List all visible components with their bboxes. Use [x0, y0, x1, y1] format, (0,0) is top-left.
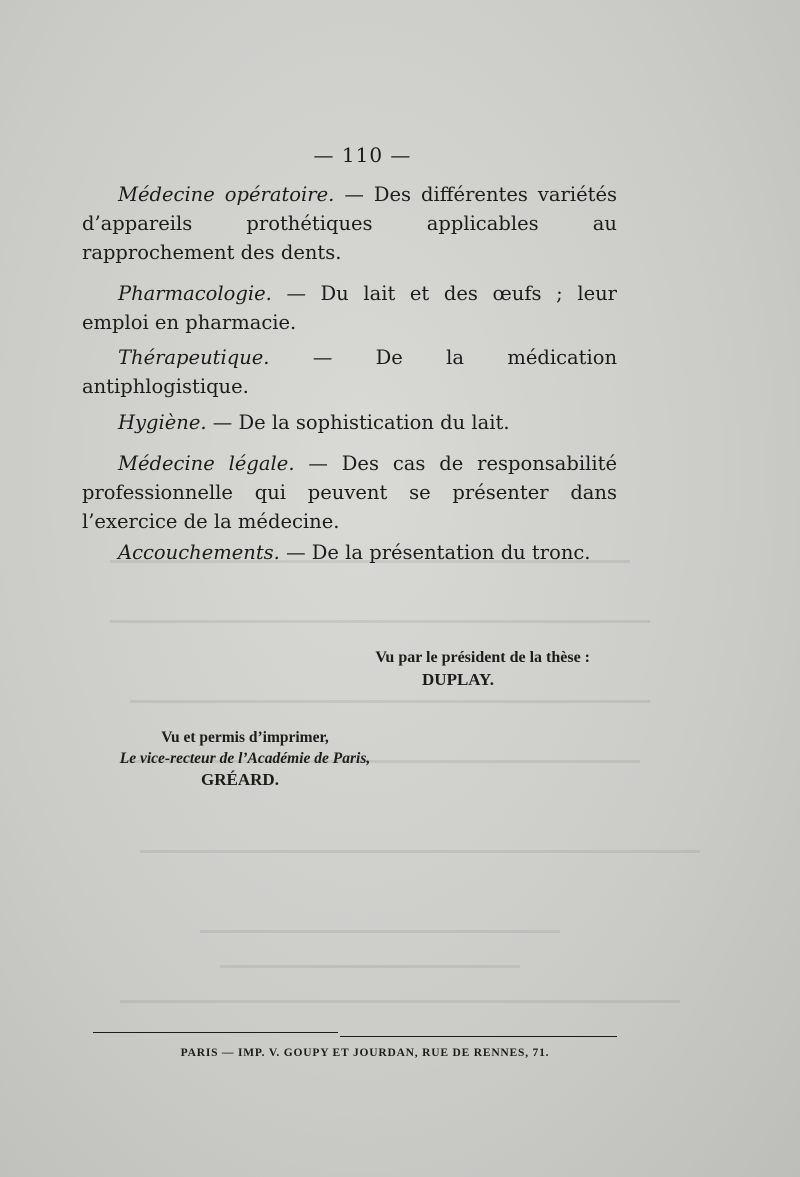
section-text: — Des cas de responsabilité professionnelle qui peuvent se présenter dans l’exercice de la médecine.	[82, 452, 617, 533]
section-therapeutique	[82, 343, 617, 401]
section-hygiene	[82, 408, 617, 437]
footer-rule-left	[93, 1032, 338, 1033]
approval-line: Vu par le président de la thèse :	[375, 649, 590, 666]
section-text: — De la présentation du tronc.	[279, 541, 591, 564]
permission-title: Le vice-recteur de l’Académie de Paris,	[119, 750, 371, 767]
president-approval	[300, 647, 590, 691]
section-text: — Des différentes variétés d’appareils prothétiques applicables au rapprochement des dents.	[82, 183, 617, 264]
section-text: — De la sophistication du lait.	[206, 411, 510, 434]
section-text: — Du lait et des œufs ; leur emploi en pharmacie.	[82, 282, 617, 334]
president-name: DUPLAY.	[422, 670, 494, 689]
print-permission	[60, 727, 430, 790]
section-pharmacologie	[82, 279, 617, 337]
page-number: — 110 —	[313, 143, 412, 167]
section-medecine-operatoire	[82, 180, 617, 267]
section-heading: Médecine légale.	[118, 452, 295, 475]
section-heading: Pharmacologie.	[118, 282, 272, 305]
section-heading: Accouchements.	[118, 541, 280, 564]
section-heading: Médecine opératoire.	[118, 183, 335, 206]
permission-line: Vu et permis d’imprimer,	[161, 729, 329, 746]
section-heading: Hygiène.	[118, 411, 207, 434]
section-accouchements	[82, 538, 617, 567]
vice-rector-name: GRÉARD.	[201, 770, 279, 789]
printer-imprint: PARIS — IMP. V. GOUPY ET JOURDAN, RUE DE RENNES, 71.	[180, 1047, 550, 1059]
section-heading: Thérapeutique.	[118, 346, 270, 369]
section-medecine-legale	[82, 449, 617, 536]
footer-rule-right	[340, 1036, 617, 1037]
section-text: — De la médication antiphlogistique.	[82, 346, 617, 398]
